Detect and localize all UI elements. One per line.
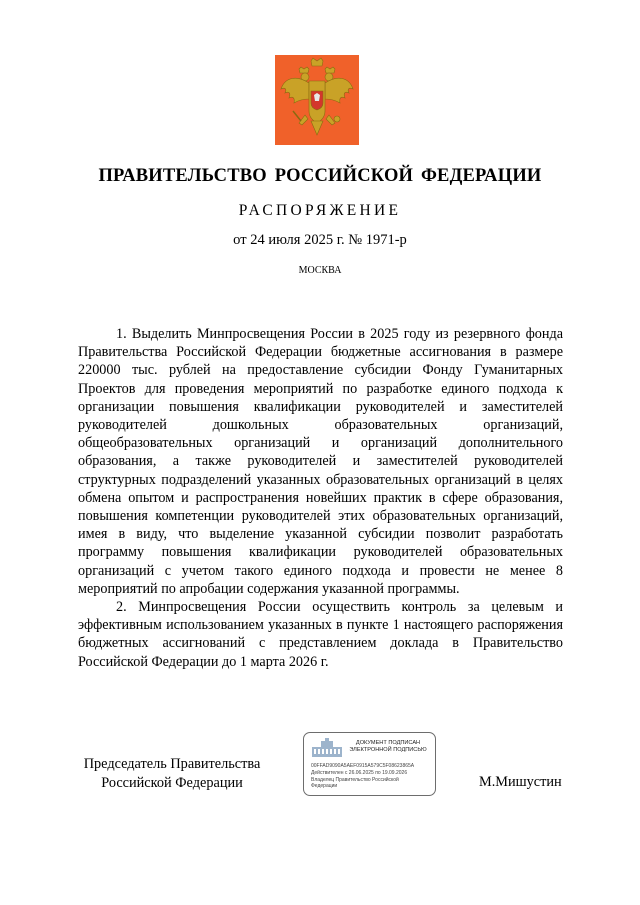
signatory-name: М.Мишустин [479,774,562,790]
government-heading: ПРАВИТЕЛЬСТВО РОССИЙСКОЙ ФЕДЕРАЦИИ [98,166,542,186]
signatory-title-line: Российской Федерации [101,774,243,791]
paragraph-2: 2. Минпросвещения России осуществить контроль за целевым и эффективным использованием указанных в пункте 1 настоящего распоряжения бюджетных ассигнований с представлением доклада в Правительство Российской Федерации до 1 марта 2026 г. [78,599,563,670]
date-number-line: от 24 июля 2025 г. № 1971-р [233,232,407,248]
stamp-details [311,763,435,790]
certificate-owner: Владелец Правительство Российской [311,776,399,783]
stamp-title [340,740,436,754]
paragraph-1: 1. Выделить Минпросвещения России в 2025 году из резервного фонда Правительства Российской Федерации бюджетные ассигнования в размере 220000 тыс. рублей на предоставление субсидии Фонду Гуманитарных Проектов для проведения мероприятий по разработке единого подхода к организации повышения квалификации руководителей и заместителей руководителей дошкольных образовательных организаций, общеобразовательных организаций и организаций дополнительного образования, а также руководителей и заместителей руководителей структурных подразделений указанных образовательных организаций в целях обмена опытом и распространения новейших практик в сфере образования, повышения компетенции руководителей этих образовательных организаций, имея в виду, что выделение указанной субсидии позволит разработать программу повышения квалификации руководителей образовательных организаций с учетом такого единого подхода и провести не менее 8 мероприятий по апробации содержания указанной программы. [78,326,563,597]
city-label: МОСКВА [298,265,342,276]
stamp-title-line: ДОКУМЕНТ ПОДПИСАН [355,740,421,746]
document-type: РАСПОРЯЖЕНИЕ [238,202,402,219]
certificate-owner: Федерации [311,783,338,790]
coat-of-arms-icon [275,55,359,145]
electronic-signature-stamp [303,732,436,796]
certificate-validity: Действителен с 26.06.2025 по 19.09.2026 [311,769,408,776]
stamp-title-line: ЭЛЕКТРОННОЙ ПОДПИСЬЮ [349,747,427,753]
signatory-title-line: Председатель Правительства [83,756,261,772]
signatory-title [74,755,270,792]
certificate-number: 00FFAD9090A5AEF0915A579C5F08623865A [311,763,415,769]
government-building-icon [310,738,344,758]
document-body [78,325,563,671]
